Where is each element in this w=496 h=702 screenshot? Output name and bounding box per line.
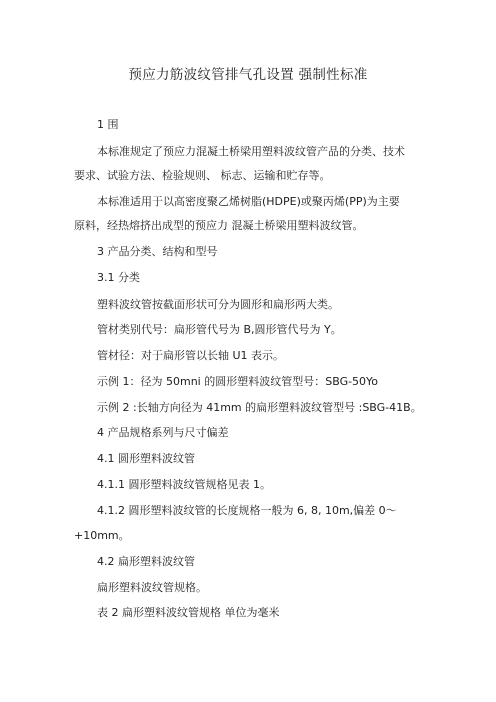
- paragraph-line: 管材径：对于扁形管以长轴 U1 表示。: [97, 349, 285, 362]
- paragraph-line: 本标准适用于以高密度聚乙烯树脂(HDPE)或聚丙烯(PP)为主要: [97, 195, 400, 208]
- paragraph-line: 要求、试验方法、检验规则、 标志、运输和贮存等。: [74, 169, 331, 182]
- subsection-heading: 4.1 圆形塑料波纹管: [97, 452, 195, 465]
- example-line: 示例 2 :长轴方向径为 41mm 的扁形塑料波纹管型号 :SBG-41B。: [97, 401, 422, 414]
- table-caption: 表 2 扁形塑料波纹管规格 单位为毫米: [97, 606, 280, 619]
- paragraph-line: 管材类别代号：扁形管代号为 B,圆形管代号为 Y。: [97, 323, 342, 336]
- paragraph-line: 4.1.2 圆形塑料波纹管的长度规格一般为 6, 8, 10m,偏差 0〜: [97, 504, 397, 517]
- paragraph-line: 4.1.1 圆形塑料波纹管规格见表 1。: [97, 478, 271, 491]
- paragraph-line: +10mm。: [74, 529, 130, 542]
- subsection-heading: 3.1 分类: [97, 271, 140, 284]
- example-line: 示例 1：径为 50mni 的圆形塑料波纹管型号：SBG-50Yo: [97, 375, 379, 388]
- section-heading-specifications: 4 产品规格系列与尺寸偏差: [97, 426, 229, 439]
- subsection-heading: 4.2 扁形塑料波纹管: [97, 555, 195, 568]
- document-title: 预应力筋波纹管排气孔设置 强制性标准: [128, 67, 368, 83]
- paragraph-line: 本标准规定了预应力混凝土桥梁用塑料波纹管产品的分类、技术: [97, 145, 405, 158]
- section-heading-scope: 1 围: [97, 118, 119, 131]
- paragraph-line: 原料，经热熔挤出成型的预应力 混凝土桥梁用塑料波纹管。: [74, 219, 364, 232]
- paragraph-line: 扁形塑料波纹管规格。: [97, 581, 207, 594]
- section-heading-classification: 3 产品分类、结构和型号: [97, 245, 218, 258]
- paragraph-line: 塑料波纹管按截面形状可分为圆形和扁形两大类。: [97, 298, 339, 311]
